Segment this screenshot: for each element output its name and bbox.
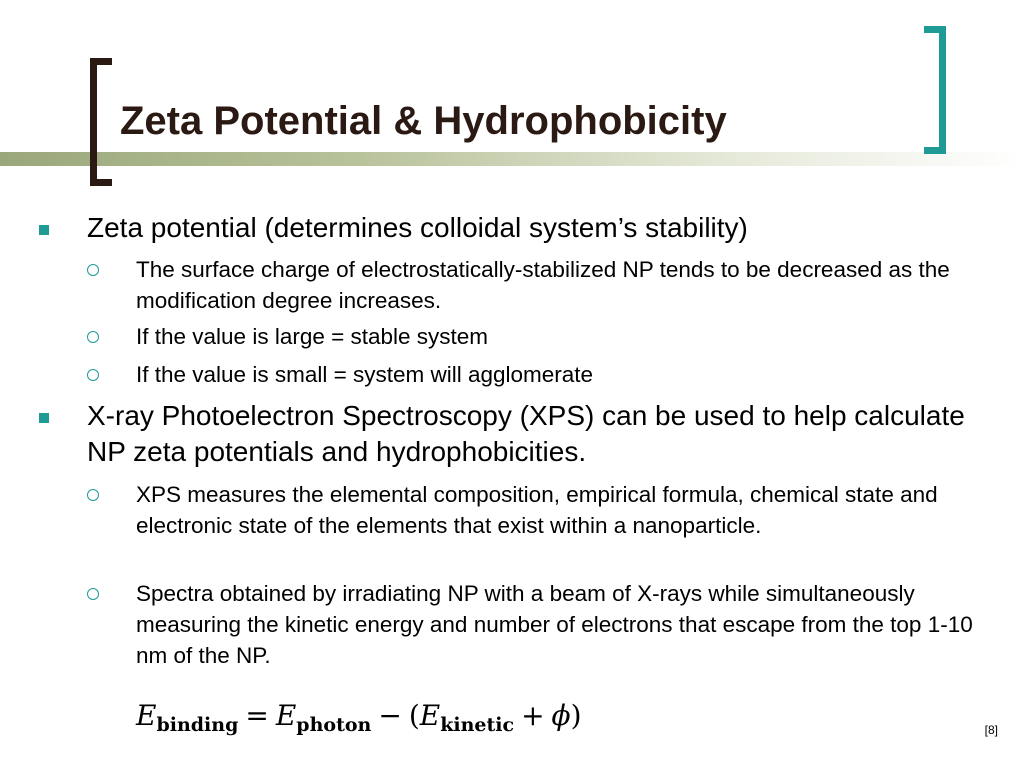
equation-symbol-phi: ϕ: [551, 699, 571, 732]
equation-symbol-e: E: [275, 699, 297, 732]
sub-bullet-large-value: [136, 321, 986, 352]
circle-bullet-icon: [87, 331, 99, 343]
equation-close-paren: ): [570, 699, 582, 732]
right-bracket-decoration: [924, 26, 946, 154]
circle-bullet-icon: [87, 489, 99, 501]
sub-bullet-xps-measures: [136, 479, 986, 541]
equation-subscript-kinetic: kinetic: [440, 714, 515, 736]
slide-title: Zeta Potential & Hydrophobicity: [120, 99, 727, 143]
equation-equals: =: [245, 699, 269, 732]
circle-bullet-icon: [87, 588, 99, 600]
circle-bullet-icon: [87, 264, 99, 276]
reference-footnote: [8]: [984, 723, 998, 737]
sub-bullet-small-value: [136, 359, 986, 390]
sub-bullet-surface-charge: [136, 254, 986, 316]
sub-bullet-text: If the value is small = system will agglomerate: [136, 362, 594, 387]
equation-subscript-photon: photon: [296, 714, 372, 736]
equation-subscript-binding: binding: [156, 714, 239, 736]
bullet-xps: [87, 398, 987, 470]
bullet-text: X-ray Photoelectron Spectroscopy (XPS) can be used to help calculate NP zeta potentials and hydrophobicities.: [87, 400, 965, 467]
equation-open-paren: (: [408, 699, 420, 732]
sub-bullet-text: XPS measures the elemental composition, empirical formula, chemical state and electronic state of the elements that exist within a nanoparticle.: [136, 482, 938, 538]
square-bullet-icon: [39, 413, 49, 423]
sub-bullet-spectra: [136, 578, 986, 671]
sub-bullet-text: If the value is large = stable system: [136, 324, 489, 349]
circle-bullet-icon: [87, 369, 99, 381]
equation-plus: +: [521, 699, 545, 732]
sub-bullet-text: The surface charge of electrostatically-stabilized NP tends to be decreased as the modification degree increases.: [136, 257, 950, 313]
bullet-text: Zeta potential (determines colloidal system’s stability): [87, 212, 748, 243]
binding-energy-equation: [136, 696, 582, 745]
bullet-zeta-potential: [87, 210, 987, 246]
square-bullet-icon: [39, 225, 49, 235]
equation-minus: −: [378, 699, 402, 732]
equation-symbol-e: E: [419, 699, 441, 732]
sub-bullet-text: Spectra obtained by irradiating NP with a beam of X-rays while simultaneously measuring the kinetic energy and number of electrons that escape from the top 1-10 nm of the NP.: [136, 581, 973, 668]
left-bracket-decoration: [90, 58, 112, 186]
equation-symbol-e: E: [136, 699, 157, 732]
title-underline-bar: [0, 152, 1024, 166]
